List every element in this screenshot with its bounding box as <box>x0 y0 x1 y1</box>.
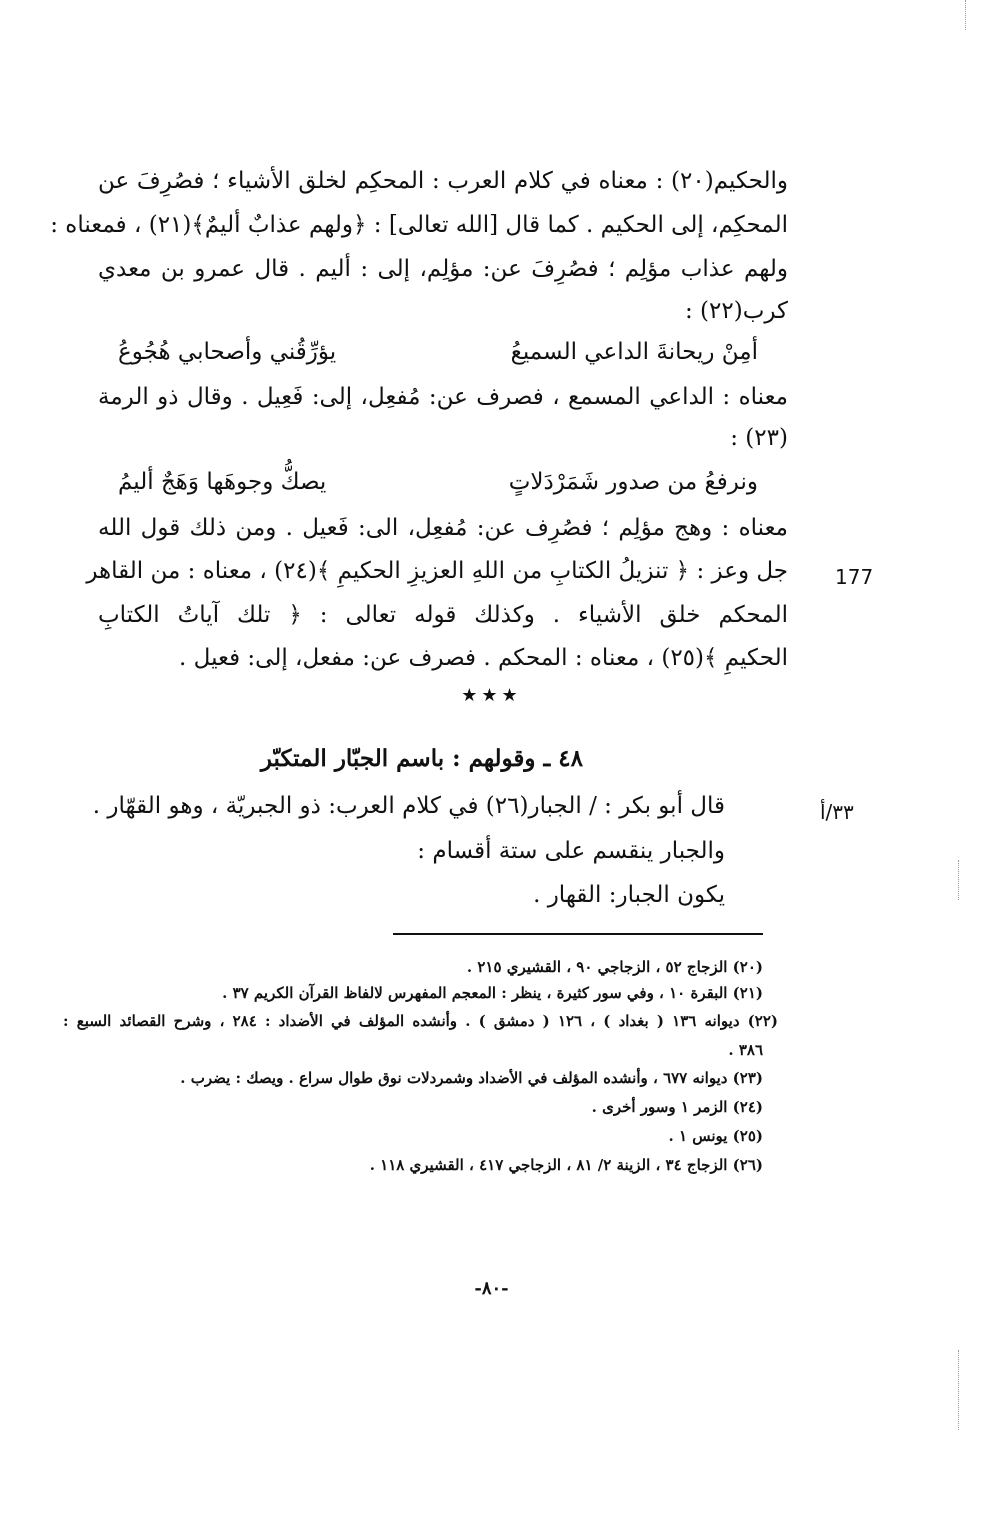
text-line: (٢٣) : <box>730 425 788 451</box>
text-line: المحكم خلق الأشياء . وكذلك قوله تعالى : ﴿ تلك آياتُ الكتابِ <box>98 602 788 628</box>
text-line: جل وعز : ﴿ تنزيلُ الكتابِ من اللهِ العزيزِ الحكيمِ ﴾(٢٤) ، معناه : من القاهر <box>86 558 788 584</box>
footnote: (٢١) البقرة ١٠ ، وفي سور كثيرة ، ينظر : المعجم المفهرس لالفاظ القرآن الكريم ٣٧ . <box>222 984 763 1002</box>
margin-folio-reference: ٣٣/أ <box>820 800 854 824</box>
footnote-divider <box>393 933 763 935</box>
section-heading: ٤٨ ـ وقولهم : باسم الجبّار المتكبّر <box>260 745 583 772</box>
poetry-verse <box>98 332 758 372</box>
text-line: ولهم عذاب مؤلِم ؛ فصُرِفَ عن: مؤلِم، إلى : أليم . قال عمرو بن معدي <box>98 256 788 282</box>
text-line: والجبار ينقسم على ستة أقسام : <box>417 838 725 864</box>
scan-edge-mark <box>958 1350 962 1430</box>
footnote: (٢٣) ديوانه ٦٧٧ ، وأنشده المؤلف في الأضداد وشمردلات نوق طوال سراع . ويصك : يضرب . <box>180 1069 763 1087</box>
verse-second-hemistich: يؤرِّقُني وأصحابي هُجُوعُ <box>118 339 337 365</box>
margin-page-number: 177 <box>835 565 874 589</box>
page-number: -٨٠- <box>474 1278 509 1299</box>
footnote: ٣٨٦ . <box>728 1041 763 1059</box>
text-line: يكون الجبار: القهار . <box>533 882 725 908</box>
text-line: معناه : الداعي المسمع ، فصرف عن: مُفعِل، إلى: فَعِيل . وقال ذو الرمة <box>98 384 788 410</box>
section-separator: ★★★ <box>461 685 522 706</box>
footnote: (٢٥) يونس ١ . <box>668 1127 763 1145</box>
poetry-verse <box>98 462 758 502</box>
text-line: المحكِم، إلى الحكيم . كما قال [الله تعالى] : ﴿ولهم عذابٌ أليمٌ﴾(٢١) ، فمعناه : <box>50 212 788 238</box>
verse-first-hemistich: ونرفعُ من صدور شَمَرْدَلاتٍ <box>508 469 758 495</box>
footnote: (٢٤) الزمر ١ وسور أخرى . <box>591 1098 763 1116</box>
text-line: معناه : وهج مؤلِم ؛ فصُرِف عن: مُفعِل، الى: فَعيل . ومن ذلك قول الله <box>98 515 788 541</box>
scan-edge-mark <box>965 0 969 30</box>
scan-edge-mark <box>958 860 962 900</box>
footnote: (٢٦) الزجاج ٣٤ ، الزينة ٢/ ٨١ ، الزجاجي ٤١٧ ، القشيري ١١٨ . <box>369 1156 763 1174</box>
text-line: قال أبو بكر : / الجبار(٢٦) في كلام العرب: ذو الجبريّة ، وهو القهّار . <box>92 793 725 819</box>
text-line: والحكيم(٢٠) : معناه في كلام العرب : المحكِم لخلق الأشياء ؛ فصُرِفَ عن <box>98 168 788 194</box>
text-line: كرب(٢٢) : <box>684 298 788 324</box>
text-line: الحكيمِ ﴾(٢٥) ، معناه : المحكم . فصرف عن: مفعل، إلى: فعيل . <box>179 645 788 671</box>
footnote: (٢٠) الزجاج ٥٢ ، الزجاجي ٩٠ ، القشيري ٢١٥ . <box>466 958 763 976</box>
verse-first-hemistich: أمِنْ ريحانةَ الداعي السميعُ <box>510 339 758 365</box>
verse-second-hemistich: يصكُّ وجوهَها وَهَجٌ أليمُ <box>118 469 327 495</box>
footnote: (٢٢) ديوانه ١٣٦ ( بغداد ) ، ١٢٦ ( دمشق ) . وأنشده المؤلف في الأضداد : ٢٨٤ ، وشرح القصائد السبع : <box>63 1012 779 1030</box>
